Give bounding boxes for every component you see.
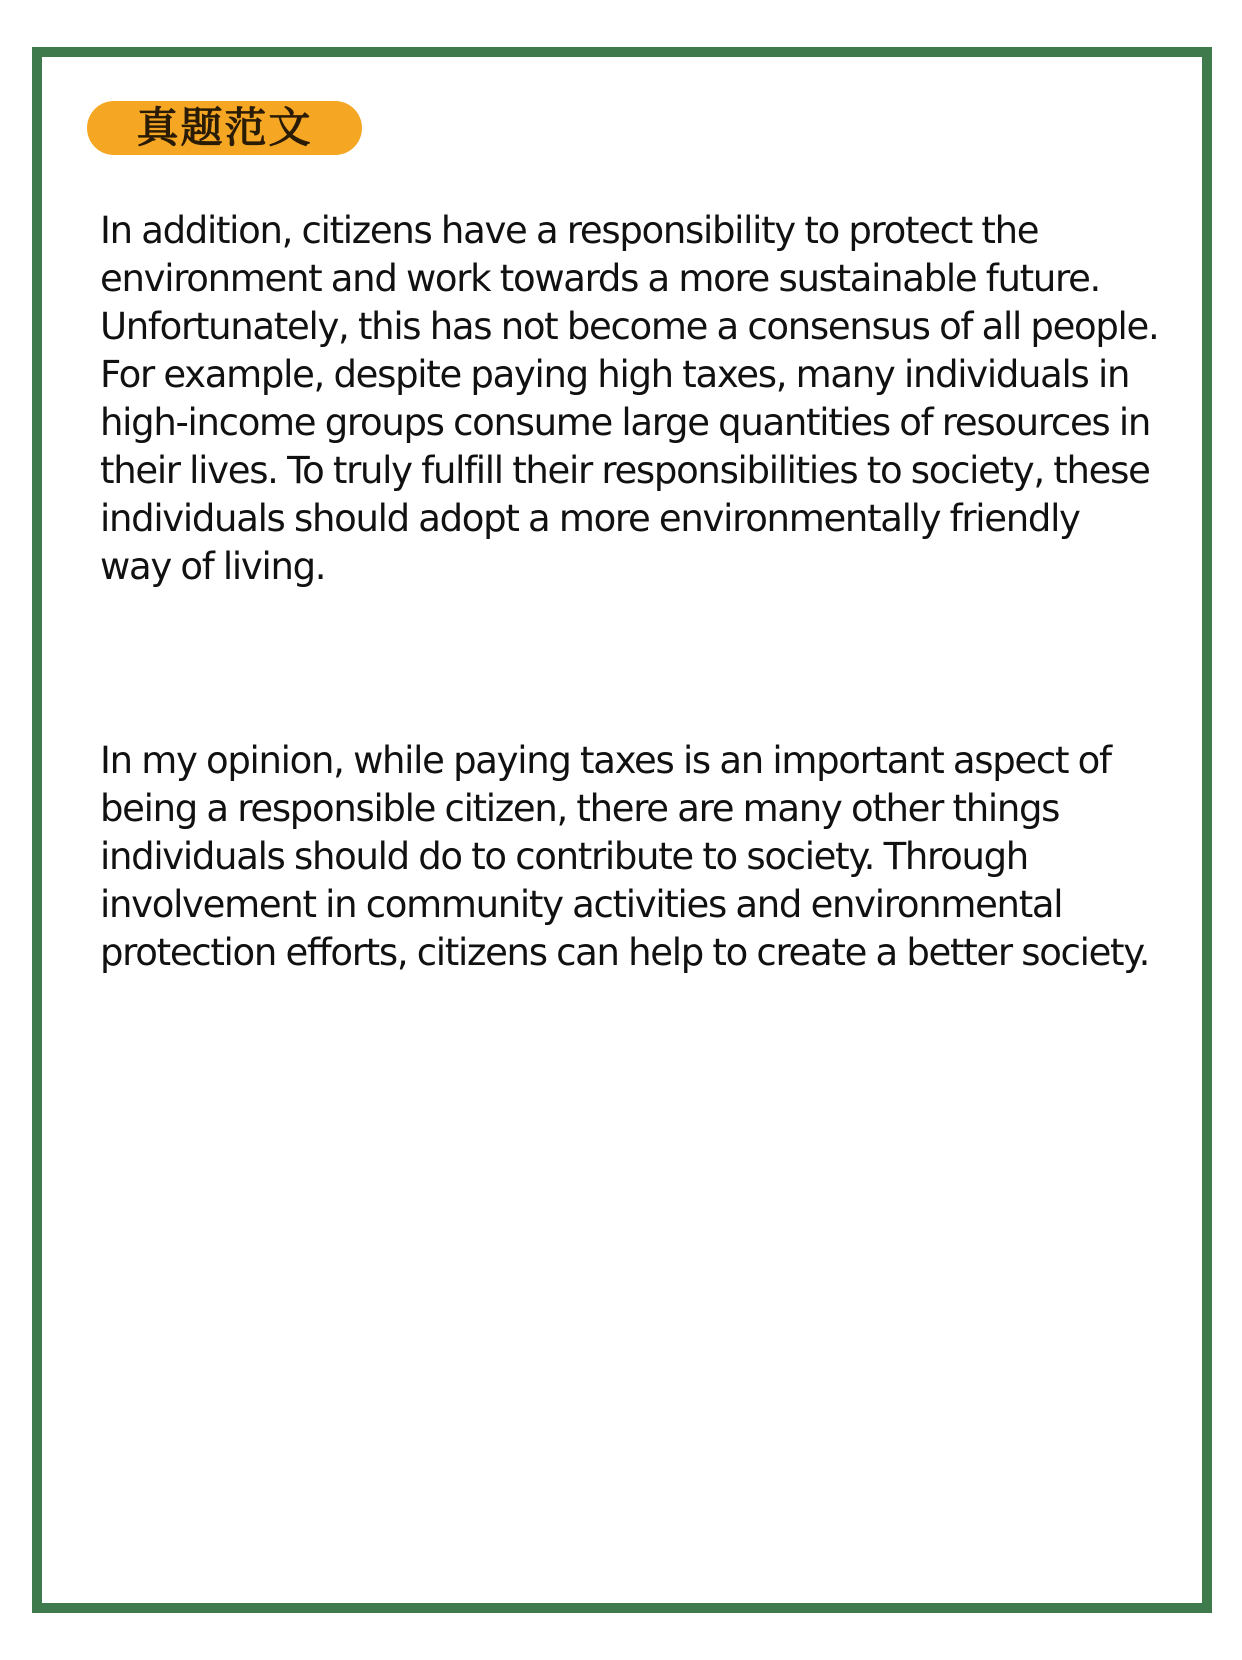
- page-frame: [32, 47, 1212, 1613]
- essay-paragraph-1: In addition, citizens have a responsibility to protect the environment and work towards a more sustainable future. Unfortunately, this has not become a consensus of all people. For example, despite paying high taxes, many individuals in high-income groups consume large quantities of resources in their lives. To truly fulfill their responsibilities to society, these individuals should adopt a more environmentally friendly way of living.: [100, 209, 1159, 588]
- section-badge: 真题范文: [87, 101, 362, 155]
- essay-paragraph-2: In my opinion, while paying taxes is an important aspect of being a responsible citizen, there are many other things individuals should do to contribute to society. Through involvement in community activities and environmental protection efforts, citizens can help to create a better society.: [100, 739, 1150, 974]
